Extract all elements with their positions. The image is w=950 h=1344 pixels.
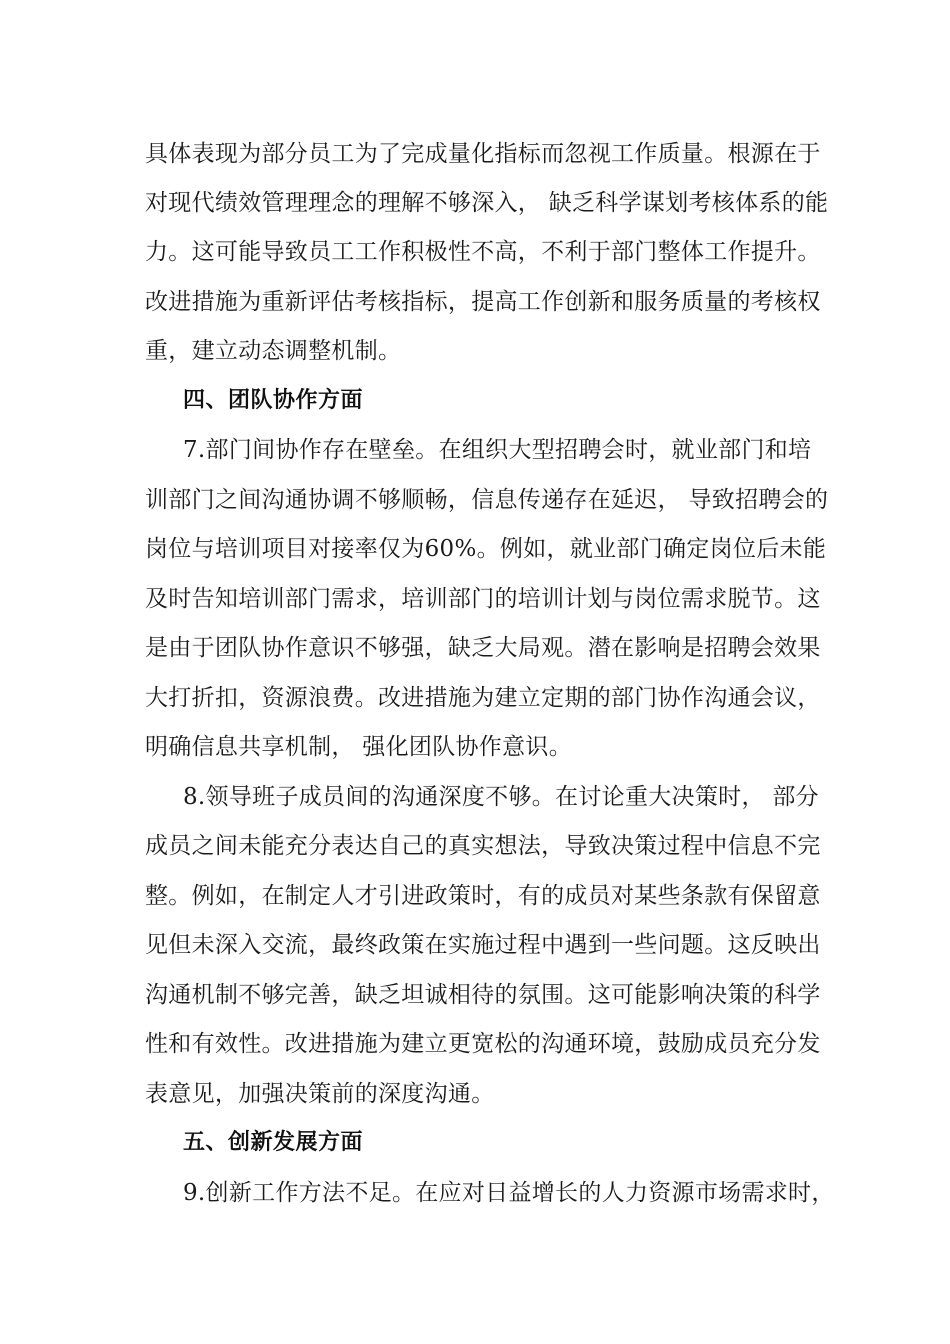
paragraph-line: 9.创新工作方法不足。在应对日益增长的人力资源市场需求时， (183, 1180, 835, 1206)
paragraph-line: 明确信息共享机制， 强化团队协作意识。 (145, 734, 573, 760)
paragraph-line: 重，建立动态调整机制。 (145, 338, 402, 364)
paragraph-line: 训部门之间沟通协调不够顺畅，信息传递存在延迟， 导致招聘会的 (145, 487, 829, 513)
paragraph-line: 表意见，加强决策前的深度沟通。 (145, 1081, 495, 1107)
paragraph-line: 见但未深入交流，最终政策在实施过程中遇到一些问题。这反映出 (145, 932, 821, 958)
paragraph-line: 成员之间未能充分表达自己的真实想法，导致决策过程中信息不完 (145, 833, 821, 859)
paragraph-line: 8.领导班子成员间的沟通深度不够。在讨论重大决策时， 部分 (183, 784, 819, 810)
paragraph-line: 具体表现为部分员工为了完成量化指标而忽视工作质量。根源在于 (145, 141, 821, 167)
paragraph-line: 7.部门间协作存在壁垒。在组织大型招聘会时，就业部门和培 (183, 437, 812, 463)
paragraph-line: 对现代绩效管理理念的理解不够深入， 缺乏科学谋划考核体系的能 (145, 190, 829, 216)
paragraph-line: 改进措施为重新评估考核指标，提高工作创新和服务质量的考核权 (145, 289, 821, 315)
paragraph-line: 大打折扣，资源浪费。改进措施为建立定期的部门协作沟通会议， (145, 685, 821, 711)
section-heading: 五、创新发展方面 (183, 1130, 364, 1155)
paragraph-line: 力。这可能导致员工工作积极性不高，不利于部门整体工作提升。 (145, 239, 821, 265)
paragraph-line: 及时告知培训部门需求，培训部门的培训计划与岗位需求脱节。这 (145, 586, 821, 612)
paragraph-line: 整。例如，在制定人才引进政策时，有的成员对某些条款有保留意 (145, 883, 821, 909)
paragraph-line: 沟通机制不够完善，缺乏坦诚相待的氛围。这可能影响决策的科学 (145, 982, 821, 1008)
paragraph-line: 是由于团队协作意识不够强，缺乏大局观。潜在影响是招聘会效果 (145, 635, 821, 661)
paragraph-line: 岗位与培训项目对接率仅为60%。例如，就业部门确定岗位后未能 (145, 536, 827, 562)
section-heading: 四、团队协作方面 (183, 388, 364, 413)
paragraph-line: 性和有效性。改进措施为建立更宽松的沟通环境，鼓励成员充分发 (145, 1031, 821, 1057)
